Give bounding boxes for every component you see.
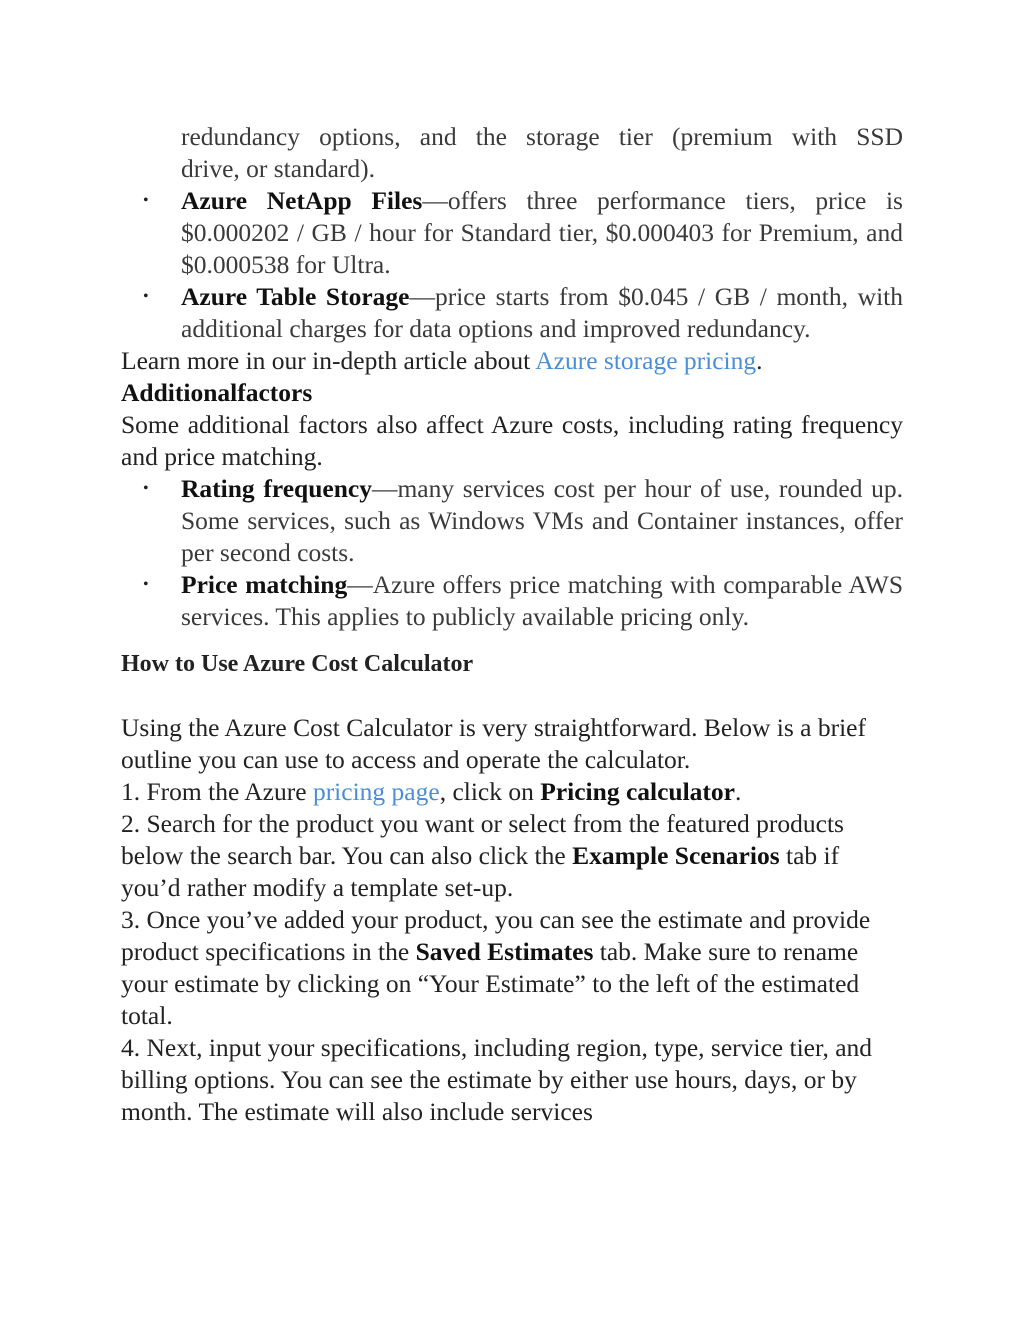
learn-more-suffix: . (756, 346, 763, 375)
factors-bullet-list (121, 473, 903, 633)
bullet-icon: • (143, 576, 149, 593)
list-item-bold: Price matching (181, 570, 348, 599)
list-item-text (181, 185, 903, 281)
spacer (121, 679, 903, 712)
list-item (143, 185, 903, 281)
step-3-bold: Saved Estimates (415, 937, 594, 966)
list-item (143, 473, 904, 569)
step-2-suffix: tab if you’d rather modify a template set-up. (121, 841, 840, 902)
step-3-prefix: 3. Once you’ve added your product, you can see the estimate and provide product specifications in the (121, 905, 871, 966)
how-to-heading: How to Use Azure Cost Calculator (121, 651, 474, 677)
list-item (143, 569, 904, 633)
azure-storage-pricing-link[interactable]: Azure storage pricing (535, 346, 757, 375)
list-item-text (181, 569, 903, 633)
intro-paragraph: Using the Azure Cost Calculator is very straightforward. Below is a brief outline you can use to access and operate the calculator. (121, 713, 866, 774)
step-1-bold: Pricing calculator (540, 777, 735, 806)
list-item-bold: Azure NetApp Files (181, 186, 423, 215)
step-1 (121, 776, 903, 808)
step-1-suffix: . (735, 777, 742, 806)
step-3 (121, 904, 903, 1032)
pricing-bullet-list (121, 185, 903, 345)
step-2-bold: Example Scenarios (572, 841, 780, 870)
step-1-prefix: 1. From the Azure (121, 777, 313, 806)
list-item-body: —Azure offers price matching with comparable AWS services. This applies to publicly available pricing only. (181, 570, 904, 631)
bullet-icon: • (143, 480, 149, 497)
list-item-body: —price starts from $0.045 / GB / month, with additional charges for data options and improved redundancy. (181, 282, 903, 343)
additional-factors-intro: Some additional factors also affect Azure costs, including rating frequency and price matching. (121, 410, 903, 471)
continuation-line-2: drive, or standard). (181, 154, 376, 183)
bullet-icon: • (143, 192, 149, 209)
learn-more-prefix: Learn more in our in-depth article about (121, 346, 536, 375)
list-item-body: —many services cost per hour of use, rounded up. Some services, such as Windows VMs and Container instances, offer per second costs. (181, 474, 904, 567)
continuation-line-1: redundancy options, and the storage tier (premium with SSD (181, 122, 903, 151)
additional-factors-heading: Additionalfactors (121, 378, 313, 407)
step-3-suffix: tab. Make sure to rename your estimate by clicking on “Your Estimate” to the left of the estimated total. (121, 937, 860, 1030)
step-1-middle: , click on (439, 777, 541, 806)
list-item-bold: Rating frequency (181, 474, 372, 503)
list-item-body: —offers three performance tiers, price is $0.000202 / GB / hour for Standard tier, $0.000403 for Premium, and $0.000538 for Ultra. (181, 186, 903, 279)
list-item-text (181, 473, 903, 569)
step-2 (121, 808, 903, 904)
list-item (143, 281, 903, 345)
pricing-page-link[interactable]: pricing page (312, 777, 440, 806)
list-item-text (181, 281, 903, 345)
bullet-continuation (121, 121, 903, 185)
learn-more-line (121, 345, 903, 377)
list-item-bold: Azure Table Storage (181, 282, 410, 311)
step-2-prefix: 2. Search for the product you want or select from the featured products below the search bar. You can also click the (121, 809, 844, 870)
page-content (121, 121, 903, 1128)
step-4: 4. Next, input your specifications, including region, type, service tier, and billing options. You can see the estimate by either use hours, days, or by month. The estimate will also include services (121, 1033, 873, 1126)
bullet-icon: • (143, 288, 149, 305)
